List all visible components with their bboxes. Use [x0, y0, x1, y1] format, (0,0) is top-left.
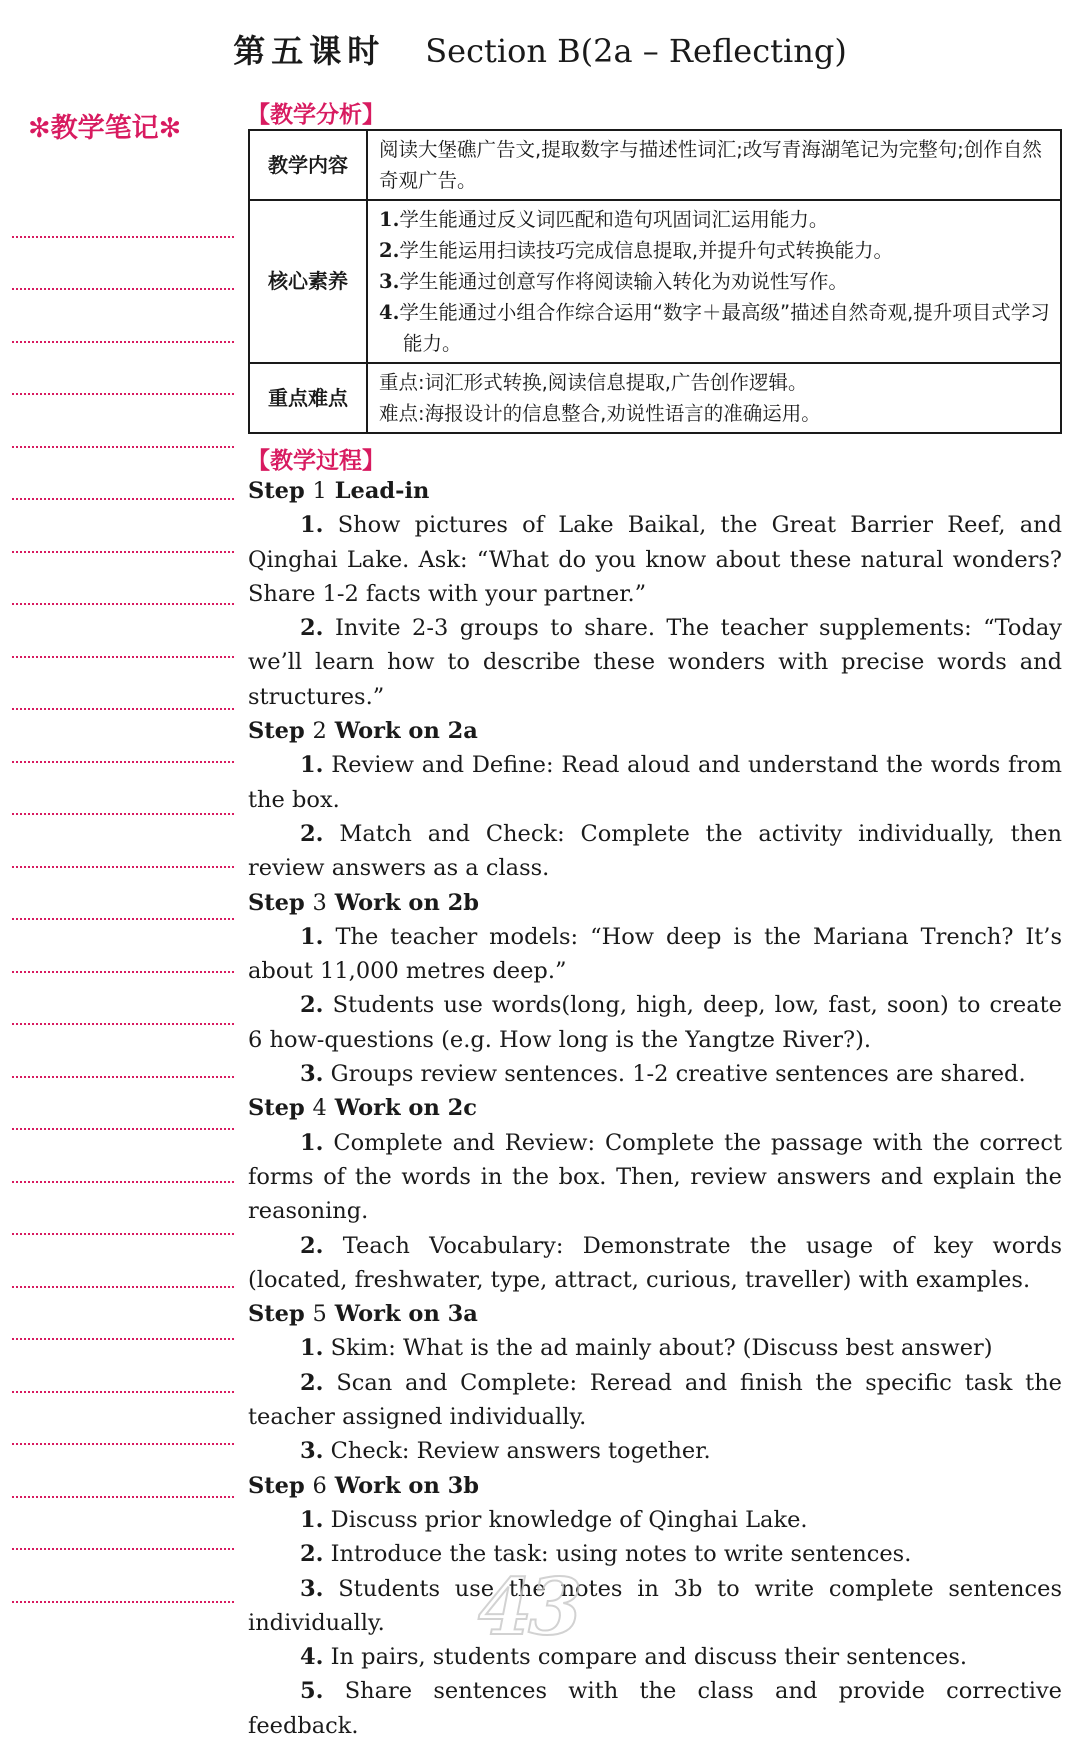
note-line [12, 238, 234, 291]
note-line [12, 710, 234, 763]
note-line [12, 1288, 234, 1341]
process-heading: 【教学过程】 [247, 448, 385, 474]
list-item: 2.学生能运用扫读技巧完成信息提取,并提升句式转换能力。 [379, 239, 894, 262]
note-line [12, 1393, 234, 1446]
process-body [248, 474, 1062, 1743]
step-heading: Step 4 Work on 2c [248, 1095, 477, 1122]
analysis-table [248, 129, 1062, 434]
step-item: 3. Check: Review answers together. [300, 1438, 711, 1465]
note-line [12, 868, 234, 921]
difficult-points: 难点:海报设计的信息整合,劝说性语言的准确运用。 [379, 402, 821, 425]
note-line [12, 605, 234, 658]
note-line [12, 1340, 234, 1393]
note-line [12, 1183, 234, 1236]
lesson-label: 第五课时 [233, 32, 386, 70]
content-text: 阅读大堡礁广告文,提取数字与描述性词汇;改写青海湖笔记为完整句;创作自然奇观广告。 [367, 130, 1061, 200]
table-row [249, 200, 1061, 363]
step-item: 3. Students use the notes in 3b to write complete sentences individually. [248, 1575, 1062, 1636]
page-number: 43 [478, 1562, 579, 1653]
note-line [12, 763, 234, 816]
section-label: Section B(2a – Reflecting) [425, 32, 847, 70]
step-heading: Step 2 Work on 2a [248, 718, 478, 745]
note-line [12, 815, 234, 868]
note-line [12, 448, 234, 501]
note-line [12, 1550, 234, 1603]
note-line [12, 973, 234, 1026]
note-line [12, 553, 234, 606]
note-line [12, 343, 234, 396]
page-title [0, 26, 1080, 72]
note-line [12, 1078, 234, 1131]
note-lines [12, 185, 234, 1603]
list-item: 1.学生能通过反义词匹配和造句巩固词汇运用能力。 [379, 208, 829, 231]
core-label: 核心素养 [249, 200, 367, 363]
note-line [12, 920, 234, 973]
note-line [12, 1025, 234, 1078]
key-points: 重点:词汇形式转换,阅读信息提取,广告创作逻辑。 [379, 371, 808, 394]
step-item: 2. Teach Vocabulary: Demonstrate the usage of key words (located, freshwater, type, attract, curious, traveller) with examples. [248, 1232, 1062, 1293]
note-line [12, 500, 234, 553]
step-item: 1. The teacher models: “How deep is the Mariana Trench? It’s about 11,000 metres deep.” [248, 923, 1062, 985]
step-item: 2. Match and Check: Complete the activity individually, then review answers as a class. [248, 820, 1062, 882]
step-heading: Step 5 Work on 3a [248, 1301, 478, 1328]
step-item: 4. In pairs, students compare and discuss their sentences. [300, 1644, 968, 1671]
table-row [249, 363, 1061, 433]
note-line [12, 185, 234, 238]
list-item: 4.学生能通过小组合作综合运用“数字＋最高级”描述自然奇观,提升项目式学习能力。 [379, 301, 1050, 355]
step-item: 1. Show pictures of Lake Baikal, the Great Barrier Reef, and Qinghai Lake. Ask: “What do you know about these natural wonders? Share 1-2 facts with your partner.” [248, 512, 1062, 607]
step-item: 2. Students use words(long, high, deep, low, fast, soon) to create 6 how-questions (e.g. How long is the Yangtze River?). [248, 992, 1062, 1053]
step-heading: Step 3 Work on 2b [248, 889, 480, 916]
key-label: 重点难点 [249, 363, 367, 433]
note-line [12, 290, 234, 343]
step-item: 2. Introduce the task: using notes to write sentences. [300, 1541, 912, 1568]
core-list [367, 200, 1061, 363]
key-points-cell [367, 363, 1061, 433]
step-item: 1. Discuss prior knowledge of Qinghai Lake. [300, 1506, 808, 1533]
note-line [12, 658, 234, 711]
step-item: 5. Share sentences with the class and provide corrective feedback. [248, 1678, 1062, 1739]
step-heading: Step 6 Work on 3b [248, 1472, 480, 1499]
note-line [12, 1235, 234, 1288]
step-item: 1. Skim: What is the ad mainly about? (Discuss best answer) [300, 1335, 993, 1362]
step-heading: Step 1 Lead-in [248, 478, 430, 504]
analysis-heading: 【教学分析】 [247, 102, 385, 128]
note-line [12, 1445, 234, 1498]
note-line [12, 395, 234, 448]
content-label: 教学内容 [249, 130, 367, 200]
note-line [12, 1130, 234, 1183]
step-item: 2. Scan and Complete: Reread and finish the specific task the teacher assigned individually. [248, 1369, 1062, 1431]
table-row [249, 130, 1061, 200]
list-item: 3.学生能通过创意写作将阅读输入转化为劝说性写作。 [379, 270, 848, 293]
step-item: 1. Complete and Review: Complete the passage with the correct forms of the words in the box. Then, review answers and explain the reasoning. [248, 1129, 1062, 1225]
note-line [12, 1498, 234, 1551]
teaching-notes-title: ✻教学笔记✻ [28, 113, 182, 144]
step-item: 3. Groups review sentences. 1-2 creative sentences are shared. [300, 1061, 1026, 1088]
step-item: 1. Review and Define: Read aloud and understand the words from the box. [248, 752, 1062, 813]
step-item: 2. Invite 2-3 groups to share. The teacher supplements: “Today we’ll learn how to describe these wonders with precise words and structures.” [248, 615, 1062, 710]
